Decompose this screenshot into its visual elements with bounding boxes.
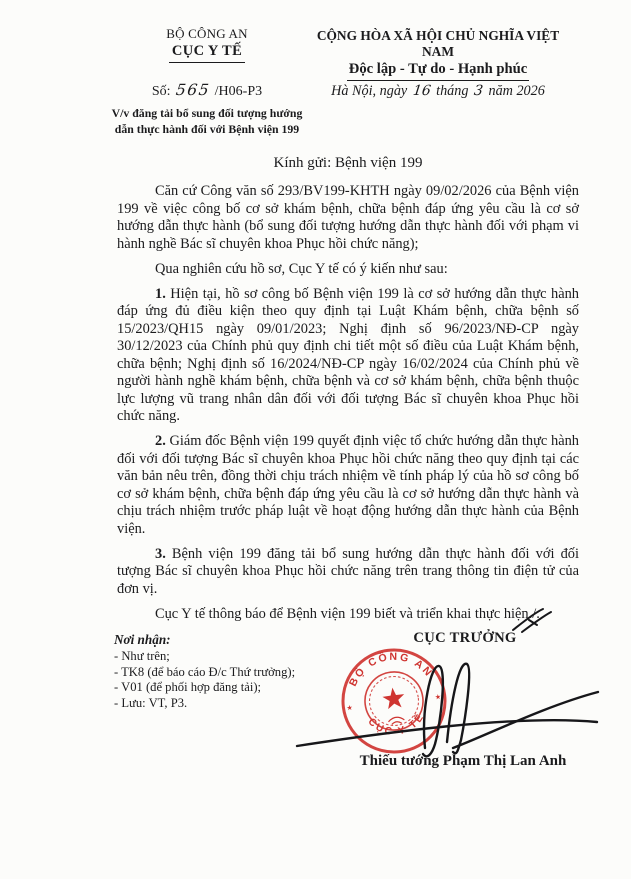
body-paragraph: 2. Giám đốc Bệnh viện 199 quyết định việc tổ chức hướng dẫn thực hành đối với đối tượng Bác sĩ chuyên khoa Phục hồi chức năng theo quy định tại các văn bản nêu trên, đồng thời chịu trách nhiệm về tính pháp lý của hồ sơ công bố cơ sở khám bệnh, chữa bệnh đáp ứng yêu cầu là cơ sở hướng dẫn thực hành và chịu trách nhiệm trước pháp luật về hoạt động hướng dẫn thực hành của Bệnh viện. xyxy=(117,433,579,537)
recipient-item: - Như trên; xyxy=(114,648,170,663)
dateline-place: Hà Nội, ngày xyxy=(331,83,408,99)
doc-number-suffix: /H06-P3 xyxy=(214,84,263,99)
paragraph-number: 2. xyxy=(155,433,166,449)
national-motto: Độc lập - Tự do - Hạnh phúc xyxy=(347,61,529,81)
recipient-item: - TK8 (để báo cáo Đ/c Thứ trưởng); xyxy=(114,664,296,679)
paragraph-number: 3. xyxy=(155,545,166,562)
handwritten-day: 16 xyxy=(411,83,432,99)
salutation: Kính gửi: Bệnh viện 199 xyxy=(273,155,423,171)
signer-name: Thiếu tướng Phạm Thị Lan Anh xyxy=(359,753,567,769)
seal-left-star-icon: ★ xyxy=(346,703,354,713)
recipients-label: Nơi nhận: xyxy=(114,632,171,647)
subject-abstract xyxy=(105,106,309,137)
subject-line2: dẫn thực hành đối với Bệnh viện 199 xyxy=(114,121,300,136)
letter-body xyxy=(117,183,579,631)
seal-right-star-icon: ★ xyxy=(434,692,442,702)
subject-line1: V/v đăng tải bổ sung đối tượng hướng xyxy=(111,106,303,120)
dateline xyxy=(302,83,574,100)
doc-number-line xyxy=(117,81,297,100)
body-paragraph: Cục Y tế thông báo để Bệnh viện 199 biết và triển khai thực hiện./. xyxy=(155,605,540,622)
body-paragraph: Căn cứ Công văn số 293/BV199-KHTH ngày 09/02/2026 của Bệnh viện 199 về việc công bố cơ sở khám bệnh, chữa bệnh đáp ứng yêu cầu là cơ sở hướng dẫn thực hành (bổ sung đối tượng hướng dẫn thực hành đối với phạm vi hành nghề Bác sĩ chuyên khoa Phục hồi chức năng); xyxy=(117,183,579,252)
issuer-block xyxy=(117,26,297,63)
body-paragraph: Qua nghiên cứu hồ sơ, Cục Y tế có ý kiến như sau: xyxy=(155,260,448,277)
recipient-item: - Lưu: VT, P3. xyxy=(114,696,188,711)
seal-top-text: BỘ CÔNG AN xyxy=(346,650,436,689)
body-paragraph: 1. Hiện tại, hồ sơ công bố Bệnh viện 199 là cơ sở hướng dẫn thực hành đáp ứng đủ điều kiện theo quy định tại Luật Khám bệnh, chữa bệnh số 15/2023/QH15 ngày 09/01/2023; Nghị định số 96/2023/NĐ-CP ngày 30/12/2023 của Chính phủ quy định chi tiết một số điều của Luật Khám bệnh, chữa bệnh; Nghị định số 16/2024/NĐ-CP ngày 16/02/2024 của Chính phủ về người hành nghề khám bệnh, chữa bệnh và cơ sở khám bệnh, chữa bệnh thuộc lực lượng vũ trang nhân dân đối với đối tượng Bác sĩ chuyên khoa Phục hồi chức năng. xyxy=(117,285,579,424)
paragraph-number: 1. xyxy=(155,285,166,302)
dateline-year: năm 2026 xyxy=(488,83,545,99)
recipients-list xyxy=(114,649,295,712)
ministry-name: BỘ CÔNG AN xyxy=(166,26,248,41)
department-name: CỤC Y TẾ xyxy=(169,43,245,63)
body-paragraph: 3. Bệnh viện 199 đăng tải bổ sung hướng dẫn thực hành đối với đối tượng Bác sĩ chuyên khoa Phục hồi chức năng trên trang thông tin điện tử của đơn vị. xyxy=(117,545,579,597)
handwritten-doc-number: 565 xyxy=(174,81,211,99)
recipients-block xyxy=(114,632,295,712)
doc-number-label: Số: xyxy=(151,84,171,99)
dateline-month-label: tháng xyxy=(436,83,469,99)
signer-title: CỤC TRƯỞNG xyxy=(413,630,517,646)
handwritten-month: 3 xyxy=(473,83,484,99)
national-header-block xyxy=(302,28,574,81)
recipient-item: - V01 (để phối hợp đăng tải); xyxy=(114,680,262,695)
national-title: CỘNG HÒA XÃ HỘI CHỦ NGHĨA VIỆT NAM xyxy=(316,28,560,59)
seal-bottom-text: CỤC Y TẾ xyxy=(365,710,428,738)
